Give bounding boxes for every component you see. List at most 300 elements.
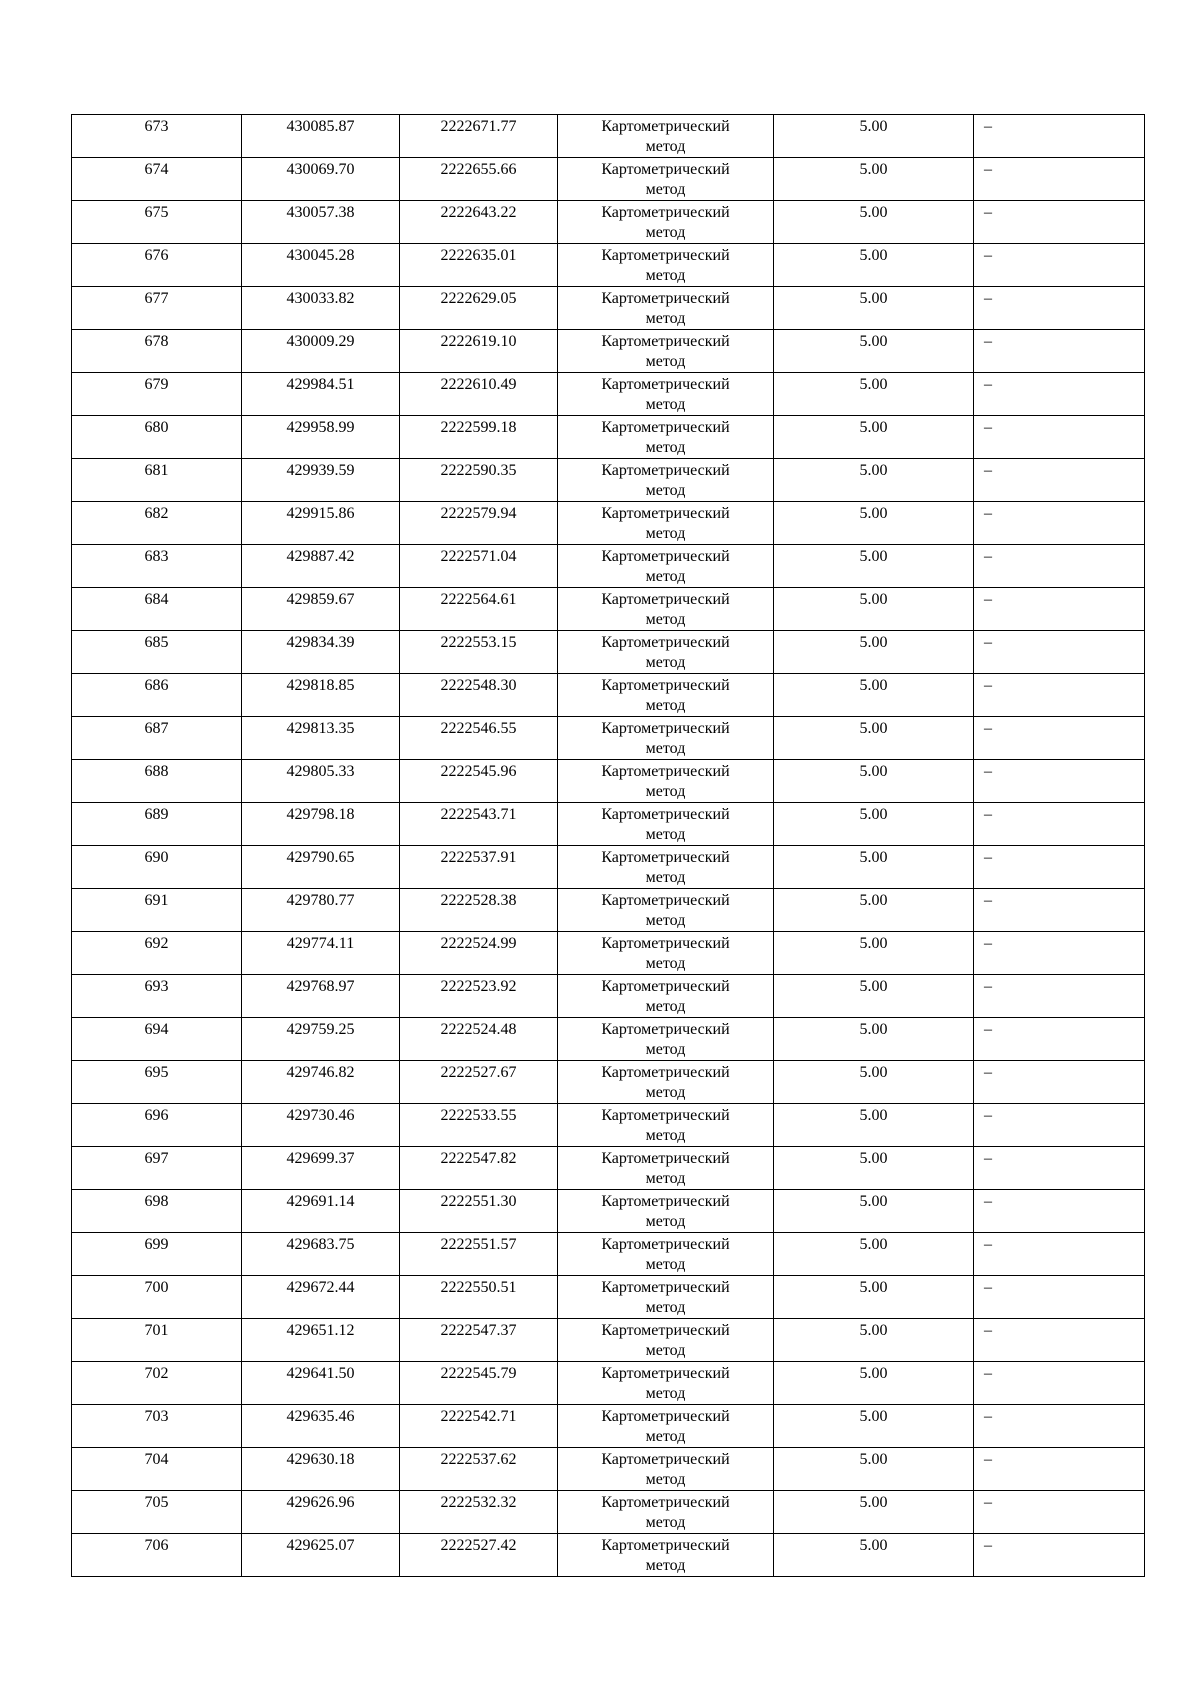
method-cell <box>558 416 774 459</box>
point-number-cell: 694 <box>72 1018 242 1061</box>
method-cell <box>558 115 774 158</box>
precision-cell: 5.00 <box>774 889 974 932</box>
method-cell <box>558 1061 774 1104</box>
precision-cell: 5.00 <box>774 1362 974 1405</box>
point-number-cell: 686 <box>72 674 242 717</box>
y-coordinate-cell: 2222564.61 <box>400 588 558 631</box>
precision-cell: 5.00 <box>774 1147 974 1190</box>
x-coordinate-cell: 429759.25 <box>242 1018 400 1061</box>
method-cell <box>558 631 774 674</box>
method-line-1: Картометрический <box>601 1064 730 1081</box>
method-line-2: метод <box>645 1471 686 1488</box>
method-line-1: Картометрический <box>601 1150 730 1167</box>
method-cell <box>558 1147 774 1190</box>
table-row <box>72 201 1145 244</box>
precision-cell: 5.00 <box>774 1491 974 1534</box>
description-cell: – <box>974 631 1145 674</box>
precision-cell: 5.00 <box>774 244 974 287</box>
y-coordinate-cell: 2222524.99 <box>400 932 558 975</box>
y-coordinate-cell: 2222671.77 <box>400 115 558 158</box>
method-line-1: Картометрический <box>601 548 730 565</box>
method-line-2: метод <box>645 396 686 413</box>
method-line-1: Картометрический <box>601 849 730 866</box>
method-line-2: метод <box>645 783 686 800</box>
method-line-2: метод <box>645 482 686 499</box>
precision-cell: 5.00 <box>774 373 974 416</box>
description-cell: – <box>974 1104 1145 1147</box>
method-line-1: Картометрический <box>601 763 730 780</box>
table-row <box>72 803 1145 846</box>
description-cell: – <box>974 1276 1145 1319</box>
description-cell: – <box>974 545 1145 588</box>
y-coordinate-cell: 2222619.10 <box>400 330 558 373</box>
description-cell: – <box>974 889 1145 932</box>
point-number-cell: 690 <box>72 846 242 889</box>
method-cell <box>558 1534 774 1577</box>
point-number-cell: 696 <box>72 1104 242 1147</box>
method-line-2: метод <box>645 869 686 886</box>
description-cell: – <box>974 846 1145 889</box>
point-number-cell: 688 <box>72 760 242 803</box>
point-number-cell: 679 <box>72 373 242 416</box>
table-row <box>72 1147 1145 1190</box>
description-cell: – <box>974 416 1145 459</box>
x-coordinate-cell: 429691.14 <box>242 1190 400 1233</box>
precision-cell: 5.00 <box>774 1233 974 1276</box>
method-line-1: Картометрический <box>601 419 730 436</box>
point-number-cell: 677 <box>72 287 242 330</box>
table-row <box>72 975 1145 1018</box>
x-coordinate-cell: 430009.29 <box>242 330 400 373</box>
y-coordinate-cell: 2222542.71 <box>400 1405 558 1448</box>
description-cell: – <box>974 1362 1145 1405</box>
point-number-cell: 689 <box>72 803 242 846</box>
method-line-1: Картометрический <box>601 376 730 393</box>
method-line-2: метод <box>645 568 686 585</box>
description-cell: – <box>974 287 1145 330</box>
description-cell: – <box>974 1147 1145 1190</box>
y-coordinate-cell: 2222547.82 <box>400 1147 558 1190</box>
x-coordinate-cell: 429625.07 <box>242 1534 400 1577</box>
table-row <box>72 115 1145 158</box>
table-row <box>72 760 1145 803</box>
method-line-2: метод <box>645 1514 686 1531</box>
table-row <box>72 244 1145 287</box>
precision-cell: 5.00 <box>774 1018 974 1061</box>
description-cell: – <box>974 244 1145 287</box>
description-cell: – <box>974 588 1145 631</box>
x-coordinate-cell: 429746.82 <box>242 1061 400 1104</box>
y-coordinate-cell: 2222527.42 <box>400 1534 558 1577</box>
precision-cell: 5.00 <box>774 803 974 846</box>
y-coordinate-cell: 2222546.55 <box>400 717 558 760</box>
y-coordinate-cell: 2222655.66 <box>400 158 558 201</box>
method-line-1: Картометрический <box>601 1537 730 1554</box>
description-cell: – <box>974 674 1145 717</box>
precision-cell: 5.00 <box>774 674 974 717</box>
method-cell <box>558 1190 774 1233</box>
description-cell: – <box>974 1448 1145 1491</box>
y-coordinate-cell: 2222635.01 <box>400 244 558 287</box>
table-row <box>72 1448 1145 1491</box>
precision-cell: 5.00 <box>774 1534 974 1577</box>
method-cell <box>558 1319 774 1362</box>
method-line-1: Картометрический <box>601 462 730 479</box>
point-number-cell: 674 <box>72 158 242 201</box>
method-cell <box>558 1233 774 1276</box>
method-cell <box>558 502 774 545</box>
description-cell: – <box>974 1061 1145 1104</box>
point-number-cell: 702 <box>72 1362 242 1405</box>
precision-cell: 5.00 <box>774 846 974 889</box>
table-row <box>72 1405 1145 1448</box>
x-coordinate-cell: 429790.65 <box>242 846 400 889</box>
method-line-2: метод <box>645 310 686 327</box>
point-number-cell: 676 <box>72 244 242 287</box>
precision-cell: 5.00 <box>774 545 974 588</box>
method-line-1: Картометрический <box>601 1451 730 1468</box>
method-line-2: метод <box>645 525 686 542</box>
precision-cell: 5.00 <box>774 1104 974 1147</box>
method-line-2: метод <box>645 1557 686 1574</box>
x-coordinate-cell: 429699.37 <box>242 1147 400 1190</box>
x-coordinate-cell: 430045.28 <box>242 244 400 287</box>
method-line-2: метод <box>645 1127 686 1144</box>
method-cell <box>558 287 774 330</box>
y-coordinate-cell: 2222629.05 <box>400 287 558 330</box>
method-cell <box>558 889 774 932</box>
point-number-cell: 700 <box>72 1276 242 1319</box>
x-coordinate-cell: 429626.96 <box>242 1491 400 1534</box>
method-line-1: Картометрический <box>601 1494 730 1511</box>
method-line-2: метод <box>645 267 686 284</box>
method-line-2: метод <box>645 181 686 198</box>
x-coordinate-cell: 429813.35 <box>242 717 400 760</box>
x-coordinate-cell: 429834.39 <box>242 631 400 674</box>
x-coordinate-cell: 430033.82 <box>242 287 400 330</box>
point-number-cell: 705 <box>72 1491 242 1534</box>
description-cell: – <box>974 1319 1145 1362</box>
point-number-cell: 673 <box>72 115 242 158</box>
table-row <box>72 1018 1145 1061</box>
x-coordinate-cell: 429683.75 <box>242 1233 400 1276</box>
method-line-1: Картометрический <box>601 1236 730 1253</box>
table-row <box>72 287 1145 330</box>
x-coordinate-cell: 429818.85 <box>242 674 400 717</box>
precision-cell: 5.00 <box>774 416 974 459</box>
y-coordinate-cell: 2222532.32 <box>400 1491 558 1534</box>
method-cell <box>558 244 774 287</box>
method-cell <box>558 932 774 975</box>
precision-cell: 5.00 <box>774 1448 974 1491</box>
table-row <box>72 1319 1145 1362</box>
description-cell: – <box>974 1233 1145 1276</box>
precision-cell: 5.00 <box>774 588 974 631</box>
precision-cell: 5.00 <box>774 760 974 803</box>
method-cell <box>558 717 774 760</box>
description-cell: – <box>974 115 1145 158</box>
table-row <box>72 1362 1145 1405</box>
x-coordinate-cell: 429939.59 <box>242 459 400 502</box>
method-cell <box>558 1362 774 1405</box>
precision-cell: 5.00 <box>774 1061 974 1104</box>
x-coordinate-cell: 429641.50 <box>242 1362 400 1405</box>
point-number-cell: 701 <box>72 1319 242 1362</box>
document-page <box>71 114 1144 1577</box>
method-line-1: Картометрический <box>601 935 730 952</box>
x-coordinate-cell: 429630.18 <box>242 1448 400 1491</box>
precision-cell: 5.00 <box>774 115 974 158</box>
method-cell <box>558 1448 774 1491</box>
y-coordinate-cell: 2222610.49 <box>400 373 558 416</box>
x-coordinate-cell: 429635.46 <box>242 1405 400 1448</box>
method-cell <box>558 373 774 416</box>
method-line-1: Картометрический <box>601 1408 730 1425</box>
point-number-cell: 678 <box>72 330 242 373</box>
precision-cell: 5.00 <box>774 631 974 674</box>
point-number-cell: 693 <box>72 975 242 1018</box>
x-coordinate-cell: 429984.51 <box>242 373 400 416</box>
method-line-1: Картометрический <box>601 634 730 651</box>
point-number-cell: 692 <box>72 932 242 975</box>
method-cell <box>558 846 774 889</box>
precision-cell: 5.00 <box>774 1190 974 1233</box>
y-coordinate-cell: 2222524.48 <box>400 1018 558 1061</box>
y-coordinate-cell: 2222547.37 <box>400 1319 558 1362</box>
method-cell <box>558 201 774 244</box>
table-row <box>72 889 1145 932</box>
point-number-cell: 687 <box>72 717 242 760</box>
y-coordinate-cell: 2222533.55 <box>400 1104 558 1147</box>
x-coordinate-cell: 430085.87 <box>242 115 400 158</box>
method-cell <box>558 760 774 803</box>
description-cell: – <box>974 760 1145 803</box>
method-line-2: метод <box>645 740 686 757</box>
y-coordinate-cell: 2222523.92 <box>400 975 558 1018</box>
method-line-2: метод <box>645 353 686 370</box>
x-coordinate-cell: 429672.44 <box>242 1276 400 1319</box>
method-line-2: метод <box>645 654 686 671</box>
y-coordinate-cell: 2222528.38 <box>400 889 558 932</box>
description-cell: – <box>974 201 1145 244</box>
y-coordinate-cell: 2222543.71 <box>400 803 558 846</box>
precision-cell: 5.00 <box>774 287 974 330</box>
x-coordinate-cell: 429859.67 <box>242 588 400 631</box>
method-cell <box>558 674 774 717</box>
precision-cell: 5.00 <box>774 975 974 1018</box>
method-line-1: Картометрический <box>601 677 730 694</box>
y-coordinate-cell: 2222537.91 <box>400 846 558 889</box>
method-line-1: Картометрический <box>601 333 730 350</box>
precision-cell: 5.00 <box>774 459 974 502</box>
method-line-1: Картометрический <box>601 806 730 823</box>
y-coordinate-cell: 2222545.79 <box>400 1362 558 1405</box>
precision-cell: 5.00 <box>774 1319 974 1362</box>
point-number-cell: 680 <box>72 416 242 459</box>
method-line-2: метод <box>645 1084 686 1101</box>
table-row <box>72 1104 1145 1147</box>
table-row <box>72 502 1145 545</box>
description-cell: – <box>974 1534 1145 1577</box>
y-coordinate-cell: 2222551.30 <box>400 1190 558 1233</box>
y-coordinate-cell: 2222643.22 <box>400 201 558 244</box>
point-number-cell: 706 <box>72 1534 242 1577</box>
method-cell <box>558 459 774 502</box>
y-coordinate-cell: 2222579.94 <box>400 502 558 545</box>
x-coordinate-cell: 429887.42 <box>242 545 400 588</box>
x-coordinate-cell: 429774.11 <box>242 932 400 975</box>
method-line-1: Картометрический <box>601 978 730 995</box>
method-line-2: метод <box>645 912 686 929</box>
description-cell: – <box>974 502 1145 545</box>
method-line-1: Картометрический <box>601 505 730 522</box>
description-cell: – <box>974 158 1145 201</box>
description-cell: – <box>974 975 1145 1018</box>
method-line-1: Картометрический <box>601 591 730 608</box>
x-coordinate-cell: 430069.70 <box>242 158 400 201</box>
precision-cell: 5.00 <box>774 158 974 201</box>
description-cell: – <box>974 1491 1145 1534</box>
table-row <box>72 330 1145 373</box>
method-line-1: Картометрический <box>601 161 730 178</box>
x-coordinate-cell: 429730.46 <box>242 1104 400 1147</box>
point-number-cell: 684 <box>72 588 242 631</box>
table-row <box>72 1233 1145 1276</box>
table-row <box>72 1190 1145 1233</box>
method-cell <box>558 545 774 588</box>
table-row <box>72 1276 1145 1319</box>
y-coordinate-cell: 2222553.15 <box>400 631 558 674</box>
method-line-2: метод <box>645 826 686 843</box>
precision-cell: 5.00 <box>774 502 974 545</box>
method-cell <box>558 1405 774 1448</box>
x-coordinate-cell: 429798.18 <box>242 803 400 846</box>
method-cell <box>558 330 774 373</box>
description-cell: – <box>974 803 1145 846</box>
table-row <box>72 846 1145 889</box>
coordinates-table <box>71 114 1145 1577</box>
description-cell: – <box>974 330 1145 373</box>
method-line-1: Картометрический <box>601 204 730 221</box>
method-line-1: Картометрический <box>601 1322 730 1339</box>
point-number-cell: 695 <box>72 1061 242 1104</box>
table-row <box>72 1061 1145 1104</box>
precision-cell: 5.00 <box>774 201 974 244</box>
description-cell: – <box>974 1018 1145 1061</box>
method-cell <box>558 1276 774 1319</box>
point-number-cell: 685 <box>72 631 242 674</box>
x-coordinate-cell: 429780.77 <box>242 889 400 932</box>
y-coordinate-cell: 2222548.30 <box>400 674 558 717</box>
method-line-2: метод <box>645 611 686 628</box>
point-number-cell: 699 <box>72 1233 242 1276</box>
precision-cell: 5.00 <box>774 1405 974 1448</box>
method-line-2: метод <box>645 224 686 241</box>
point-number-cell: 675 <box>72 201 242 244</box>
method-line-1: Картометрический <box>601 892 730 909</box>
point-number-cell: 703 <box>72 1405 242 1448</box>
method-line-2: метод <box>645 1041 686 1058</box>
method-line-1: Картометрический <box>601 1021 730 1038</box>
x-coordinate-cell: 429805.33 <box>242 760 400 803</box>
y-coordinate-cell: 2222599.18 <box>400 416 558 459</box>
x-coordinate-cell: 430057.38 <box>242 201 400 244</box>
method-cell <box>558 1491 774 1534</box>
y-coordinate-cell: 2222551.57 <box>400 1233 558 1276</box>
table-row <box>72 1534 1145 1577</box>
description-cell: – <box>974 1190 1145 1233</box>
table-row <box>72 545 1145 588</box>
method-cell <box>558 158 774 201</box>
method-line-2: метод <box>645 1385 686 1402</box>
description-cell: – <box>974 932 1145 975</box>
precision-cell: 5.00 <box>774 1276 974 1319</box>
method-cell <box>558 1018 774 1061</box>
table-row <box>72 631 1145 674</box>
y-coordinate-cell: 2222550.51 <box>400 1276 558 1319</box>
y-coordinate-cell: 2222571.04 <box>400 545 558 588</box>
point-number-cell: 682 <box>72 502 242 545</box>
table-body <box>72 115 1145 1577</box>
method-line-1: Картометрический <box>601 1365 730 1382</box>
method-line-1: Картометрический <box>601 1193 730 1210</box>
method-cell <box>558 975 774 1018</box>
y-coordinate-cell: 2222590.35 <box>400 459 558 502</box>
table-row <box>72 158 1145 201</box>
x-coordinate-cell: 429651.12 <box>242 1319 400 1362</box>
method-cell <box>558 803 774 846</box>
method-line-1: Картометрический <box>601 247 730 264</box>
method-line-2: метод <box>645 1170 686 1187</box>
table-row <box>72 373 1145 416</box>
description-cell: – <box>974 1405 1145 1448</box>
description-cell: – <box>974 717 1145 760</box>
method-line-2: метод <box>645 1299 686 1316</box>
point-number-cell: 697 <box>72 1147 242 1190</box>
y-coordinate-cell: 2222537.62 <box>400 1448 558 1491</box>
method-line-2: метод <box>645 998 686 1015</box>
description-cell: – <box>974 459 1145 502</box>
table-row <box>72 1491 1145 1534</box>
table-row <box>72 416 1145 459</box>
table-row <box>72 932 1145 975</box>
method-line-1: Картометрический <box>601 290 730 307</box>
y-coordinate-cell: 2222527.67 <box>400 1061 558 1104</box>
table-row <box>72 674 1145 717</box>
table-row <box>72 588 1145 631</box>
point-number-cell: 691 <box>72 889 242 932</box>
point-number-cell: 704 <box>72 1448 242 1491</box>
method-line-1: Картометрический <box>601 720 730 737</box>
precision-cell: 5.00 <box>774 330 974 373</box>
method-cell <box>558 1104 774 1147</box>
point-number-cell: 698 <box>72 1190 242 1233</box>
method-line-2: метод <box>645 1428 686 1445</box>
x-coordinate-cell: 429915.86 <box>242 502 400 545</box>
x-coordinate-cell: 429958.99 <box>242 416 400 459</box>
y-coordinate-cell: 2222545.96 <box>400 760 558 803</box>
point-number-cell: 683 <box>72 545 242 588</box>
precision-cell: 5.00 <box>774 932 974 975</box>
method-line-2: метод <box>645 1342 686 1359</box>
x-coordinate-cell: 429768.97 <box>242 975 400 1018</box>
point-number-cell: 681 <box>72 459 242 502</box>
method-cell <box>558 588 774 631</box>
table-row <box>72 717 1145 760</box>
method-line-1: Картометрический <box>601 1107 730 1124</box>
method-line-1: Картометрический <box>601 118 730 135</box>
method-line-2: метод <box>645 955 686 972</box>
